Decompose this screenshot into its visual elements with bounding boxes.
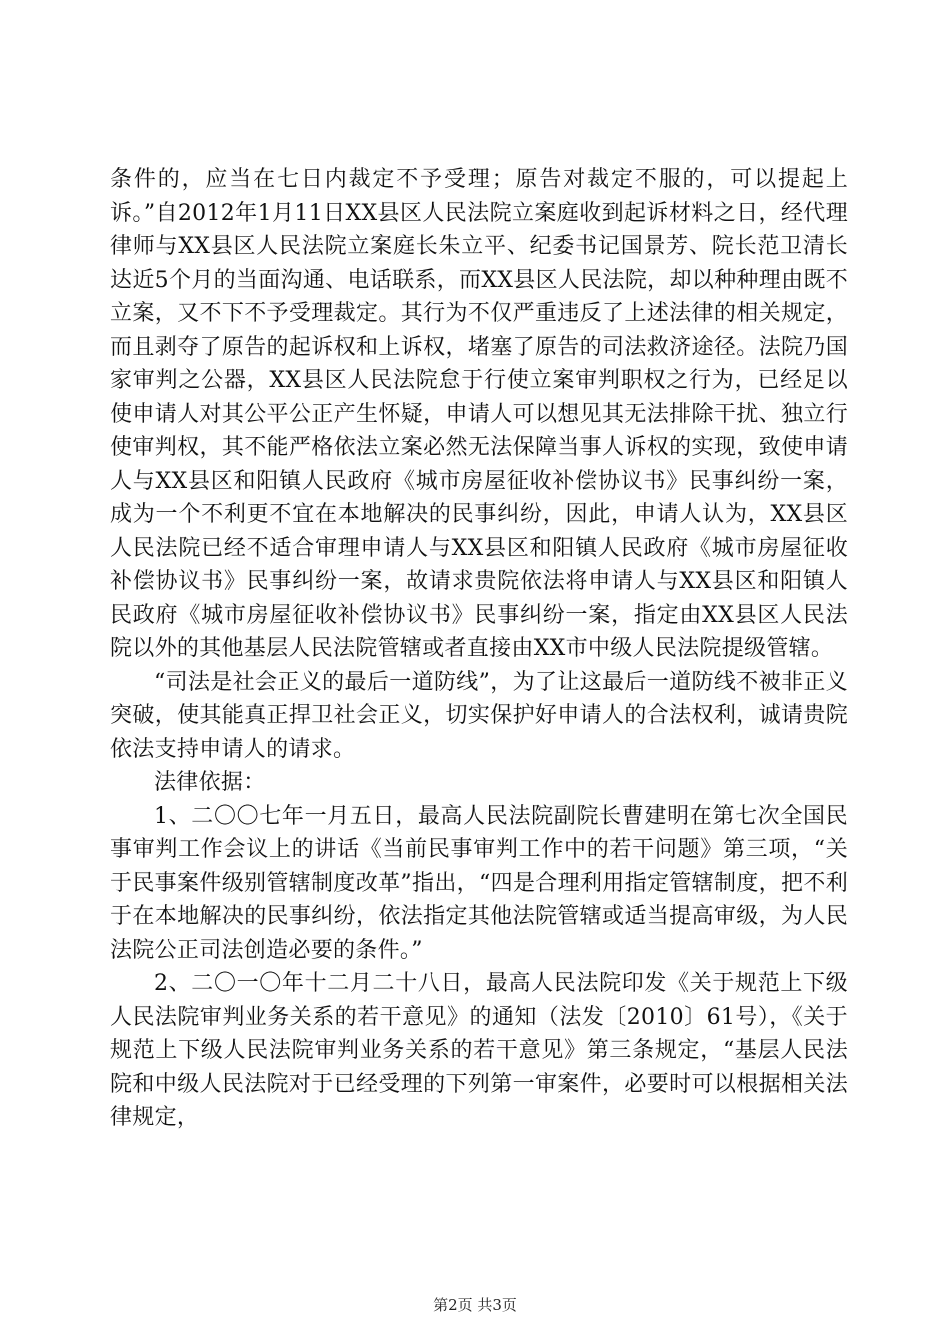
page-footer <box>0 1295 950 1315</box>
document-body <box>110 163 848 1135</box>
paragraph-justice-defense: “司法是社会正义的最后一道防线”，为了让这最后一道防线不被非正义突破，使其能真正捍卫社会正义，切实保护好申请人的合法权利，诚请贵院依法支持申请人的请求。 <box>110 669 848 762</box>
paragraph-legal-basis-2: 2、二〇一〇年十二月二十八日，最高人民法院印发《关于规范上下级人民法院审判业务关系的若干意见》的通知（法发〔2010〕61号），《关于规范上下级人民法院审判业务关系的若干意见》第三条规定，“基层人民法院和中级人民法院对于已经受理的下列第一审案件，必要时可以根据相关法律规定， <box>110 971 848 1130</box>
paragraph-legal-basis-1: 1、二〇〇七年一月五日，最高人民法院副院长曹建明在第七次全国民事审判工作会议上的讲话《当前民事审判工作中的若干问题》第三项，“关于民事案件级别管辖制度改革”指出，“四是合理利用指定管辖制度，把不利于在本地解决的民事纠纷，依法指定其他法院管辖或适当提高审级，为人民法院公正司法创造必要的条件。” <box>110 803 848 963</box>
paragraph-continuation: 条件的，应当在七日内裁定不予受理；原告对裁定不服的，可以提起上诉。”自2012年1月11日XX县区人民法院立案庭收到起诉材料之日，经代理律师与XX县区人民法院立案庭长朱立平、纪委书记国景芳、院长范卫清长达近5个月的当面沟通、电话联系，而XX县区人民法院，却以种种理由既不立案，又不下不予受理裁定。其行为不仅严重违反了上述法律的相关规定，而且剥夺了原告的起诉权和上诉权，堵塞了原告的司法救济途径。法院乃国家审判之公器，XX县区人民法院怠于行使立案审判职权之行为，已经足以使申请人对其公平公正产生怀疑，申请人可以想见其无法排除干扰、独立行使审判权，其不能严格依法立案必然无法保障当事人诉权的实现，致使申请人与XX县区和阳镇人民政府《城市房屋征收补偿协议书》民事纠纷一案，成为一个不利更不宜在本地解决的民事纠纷，因此，申请人认为，XX县区人民法院已经不适合审理申请人与XX县区和阳镇人民政府《城市房屋征收补偿协议书》民事纠纷一案，故请求贵院依法将申请人与XX县区和阳镇人民政府《城市房屋征收补偿协议书》民事纠纷一案，指定由XX县区人民法院以外的其他基层人民法院管辖或者直接由XX市中级人民法院提级管辖。 <box>110 167 848 661</box>
page-number-label: 第2页 共3页 <box>433 1296 517 1314</box>
paragraph-legal-basis-heading: 法律依据： <box>154 770 266 795</box>
